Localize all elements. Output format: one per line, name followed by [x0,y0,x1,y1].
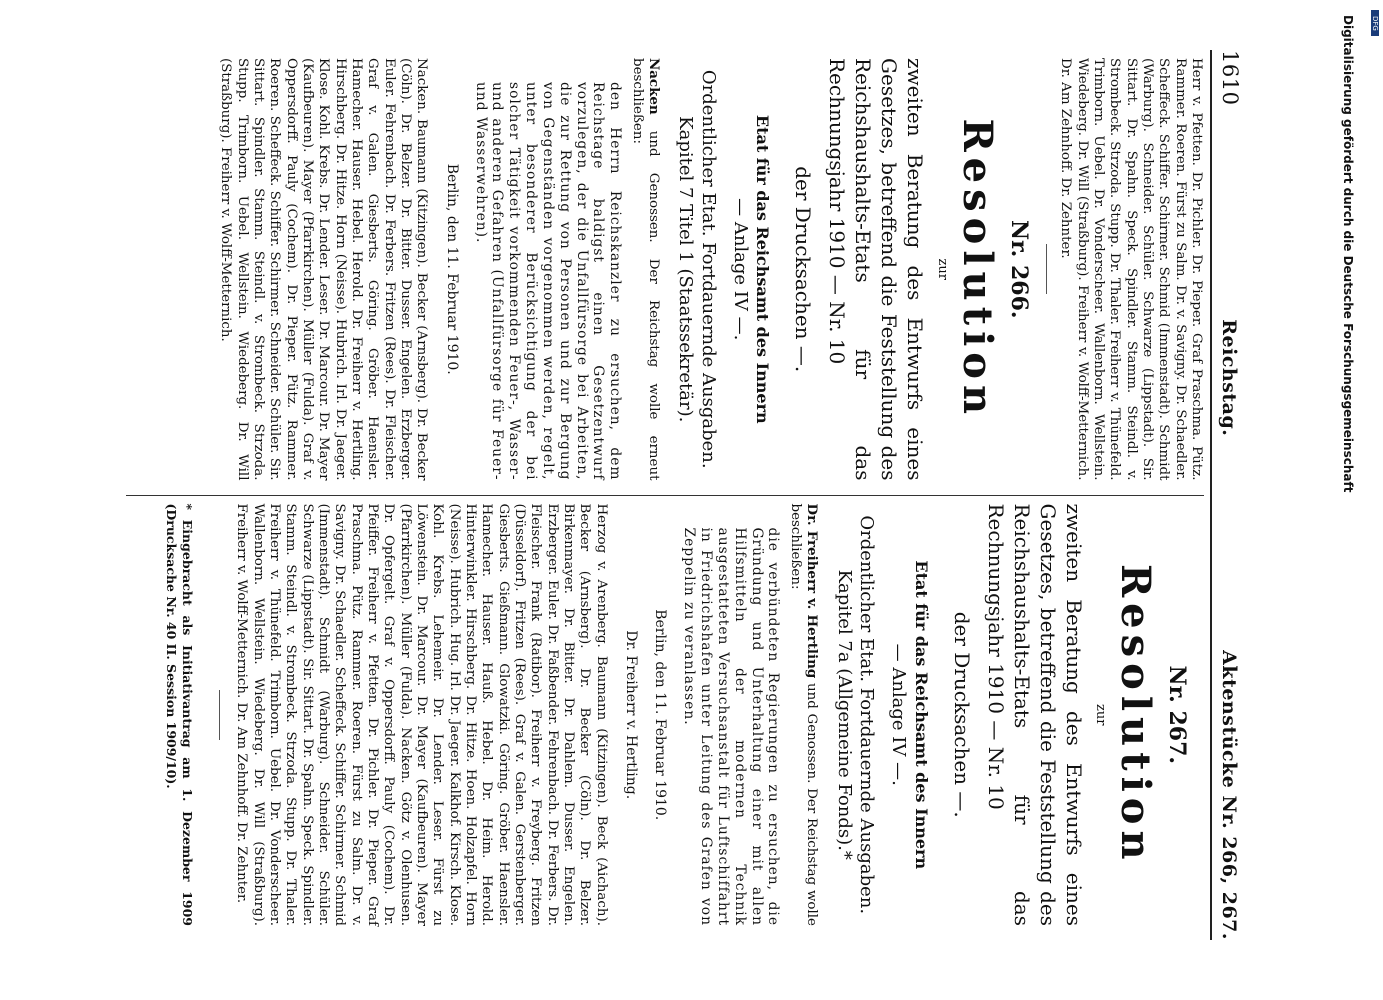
zur-label: zur [935,258,951,280]
motion-lead: Nacken [645,58,662,115]
kapitel-label: Ordentlicher Etat. Fortdauernde Ausgaben. Kapitel 7a (Allgemeine Fonds).* [833,515,878,915]
resolution-subject: zweiten Beratung des Entwurfs eines Gesetzes, betreffend die Feststellung des Reichshaushalts-Etats für das Rechnungsjahr 1910 — Nr. 10 [983,503,1086,926]
dfg-logo-icon: DFG [1371,10,1379,36]
motion-intro: und Genossen. Der Reichstag wolle erneut beschließen: [629,58,661,481]
motion-body [680,504,820,927]
resolution-subject-end: der Drucksachen —. [949,611,974,818]
motion-intro: und Genossen. Der Reichstag wolle beschließen: [787,503,820,926]
digitization-credit: Digitalisierung gefördert durch die Deutsche Forschungsgemeinschaft [1341,15,1355,493]
anlage-label: — Anlage IV —. [729,198,751,341]
motion-date: Berlin, den 11. Februar 1910. [652,609,669,821]
resolution-title: Resolution [954,118,1002,421]
motion-body [472,58,662,481]
resolution-number: Nr. 266. [1005,219,1032,319]
resolution-number: Nr. 267. [1164,665,1190,765]
etat-heading: Etat für das Reichsamt des Innern [753,114,773,424]
zur-label: zur [1093,704,1109,726]
resolution-subject: zweiten Beratung des Entwurfs eines Gesetzes, betreffend die Feststellung des Reichshaushalts-Etats für das Rechnungsjahr 1910 — Nr. 10 [825,58,928,481]
resolution-subject-end: der Drucksachen —. [791,166,816,373]
right-column [120,496,1210,941]
signers-list: Nacken. Baumann (Kitzingen). Becker (Arnsberg). Dr. Becker (Cöln). Dr. Belzer. Dr. Bitter. Dusser. Engelen. Erzberger. Euler. Fehrenbach. Dr. Ferbers. Fritzen (Rees). Dr. Fleischer. Graf v. Galen. Giesberts. Göring. Gröber. Haensler. Hamecher. Hauser. Hebel. Herold. Dr. Freiherr v. Hertling. Hirschberg. Dr. Hitze. Horn (Neisse). Hubrich. Irl. Dr. Jaeger. Klose. Kohl. Krebs. Dr. Lender. Leser. Dr. Marcour. Dr. Mayer (Kaufbeuren). Mayer (Pfarrkirchen). Müller (Fulda). Graf v. Oppersdorff. Pauly (Cochem). Dr. Pieper. Pütz. Rammer. Roeren. Scheffeck. Schiffer. Schirmer. Schneider. Schüler. Sir. Sittart. Spindler. Stamm. Steindl. v. Strombeck. Strzoda. Stupp. Trimborn. Uebel. Wellstein. Wiedeberg. Dr. Will (Straßburg). Freiherr v. Wolff-Metternich. [218,58,430,481]
document-page [100,0,1280,1000]
header-right-title: Aktenstücke Nr. 266, 267. [1218,650,1240,940]
resolution-title: Resolution [1112,563,1160,866]
motion-intro-para [786,504,820,927]
header-left-title: Reichstag. [1218,319,1240,437]
motion-date: Berlin, den 11. Februar 1910. [443,163,460,375]
motion-text: den Herrn Reichskanzler zu ersuchen, dem Reichstage baldigst einen Gesetzentwurf vorzulegen, der die Unfallfürsorge bei Arbeiten, die zur Rettung von Personen und zur Bergung von Gegenständen vorgenommen werden, regelt, unter besonderer Berücksichtigung der bei solcher Tätigkeit vorkommenden Feuer-, Wasser- und anderen Gefahren (Unfallfürsorge für Feuer- und Wasserwehren). [472,82,624,481]
motion-text: die verbündeten Regierungen zu ersuchen, die Gründung und Unterhaltung einer mit allen Hilfsmitteln der modernen Technik ausgestatteten Versuchsanstalt für Luftschiffahrt in Friedrichshafen unter Leitung des Grafen von Zeppelin zu veranlassen. [681,527,782,926]
left-column [120,50,1210,495]
page-header [1210,50,1242,940]
footnote: * Eingebracht als Initiativantrag am 1. Dezember 1909 (Drucksache Nr. 40 II. Session 1909/10). [164,503,195,926]
signers-list: Herzog v. Arenberg. Baumann (Kitzingen). Beck (Aichach). Becker (Arnsberg). Dr. Becker (Cöln). Dr. Belzer. Birkenmayer. Dr. Bitter. Dr. Dahlem. Dusser. Engelen. Erzberger. Euler. Dr. Faßbender. Fehrenbach. Dr. Ferbers. Dr. Fleischer. Frank (Ratibor). Freiherr v. Freyberg. Fritzen (Düsseldorf). Fritzen (Rees). Graf v. Galen. Gerstenberger. Giesberts. Gießmann. Glowatzki. Göring. Gröber. Haensler. Hamecher. Hauser. Hauß. Hebel. Dr. Heim. Herold. Hinterwinkler. Hirschberg. Dr. Hitze. Hoen. Holzapfel. Horn (Neisse). Hubrich. Hug. Irl. Dr. Jaeger. Kalkhof. Kirsch. Klose. Kohl. Krebs. Lehemeir. Dr. Lender. Leser. Fürst zu Löwenstein. Dr. Marcour. Dr. Mayer (Kaufbeuren). Mayer (Pfarrkirchen). Müller (Fulda). Nacken. Götz v. Olenhusen. Dr. Opfergelt. Graf v. Oppersdorff. Pauly (Cochem). Dr. Pfeiffer. Freiherr v. Pfetten. Dr. Pichler. Dr. Pieper. Graf Praschma. Pütz. Rammer. Roeren. Fürst zu Salm. Dr. v. Savigny. Dr. Schaedler. Scheffeck. Schiffer. Schirmer. Schmid (Immenstadt). Schmidt (Warburg). Schneider. Schüler. Schwarze (Lippstadt). Sir. Sittart. Dr. Spahn. Speck. Spindler. Stamm. Steindl. v. Strombeck. Strzoda. Stupp. Dr. Thaler. Freiherr v. Thünefeld. Trimborn. Uebel. Dr. Vonderscheer. Wallenborn. Wellstein. Wiedeberg. Dr. Will (Straßburg). Freiherr v. Wolff-Metternich. Dr. Am Zehnhoff. Dr. Zehnter. [234,503,609,926]
intro-names [1057,58,1204,481]
anlage-label: — Anlage IV —. [888,643,909,786]
two-column-body [120,50,1210,940]
kapitel-label: Ordentlicher Etat. Fortdauernde Ausgaben. Kapitel 7 Titel 1 (Staatssekretär). [675,69,719,469]
etat-heading: Etat für das Reichsamt des Innern [911,560,931,870]
separator [1046,244,1047,294]
intro-names-text: Herr v. Pfetten. Dr. Pichler. Dr. Pieper. Graf Praschma. Pütz. Rammer. Roeren. Fürst zu Salm. Dr. v. Savigny. Dr. Schaedler. Scheffeck. Schiffer. Schirmer. Schmid (Immenstadt). Schmidt (Warburg). Schneider. Schüler. Schwarze (Lippstadt). Sir. Sittart. Dr. Spahn. Speck. Spindler. Stamm. Steindl. v. Strombeck. Strzoda. Stupp. Dr. Thaler. Freiherr v. Thünefeld. Trimborn. Uebel. Dr. Vonderscheer. Wallenborn. Wellstein. Wiedeberg. Dr. Will (Straßburg). Freiherr v. Wolff-Metternich. Dr. Am Zehnhoff. Dr. Zehnter. [1058,58,1204,481]
motion-lead: Dr. Freiherr v. Hertling [804,503,821,679]
motion-intro-para [628,58,662,481]
page-number: 1610 [1218,50,1242,106]
separator [219,690,220,740]
signer-head: Dr. Freiherr v. Hertling. [623,630,640,800]
